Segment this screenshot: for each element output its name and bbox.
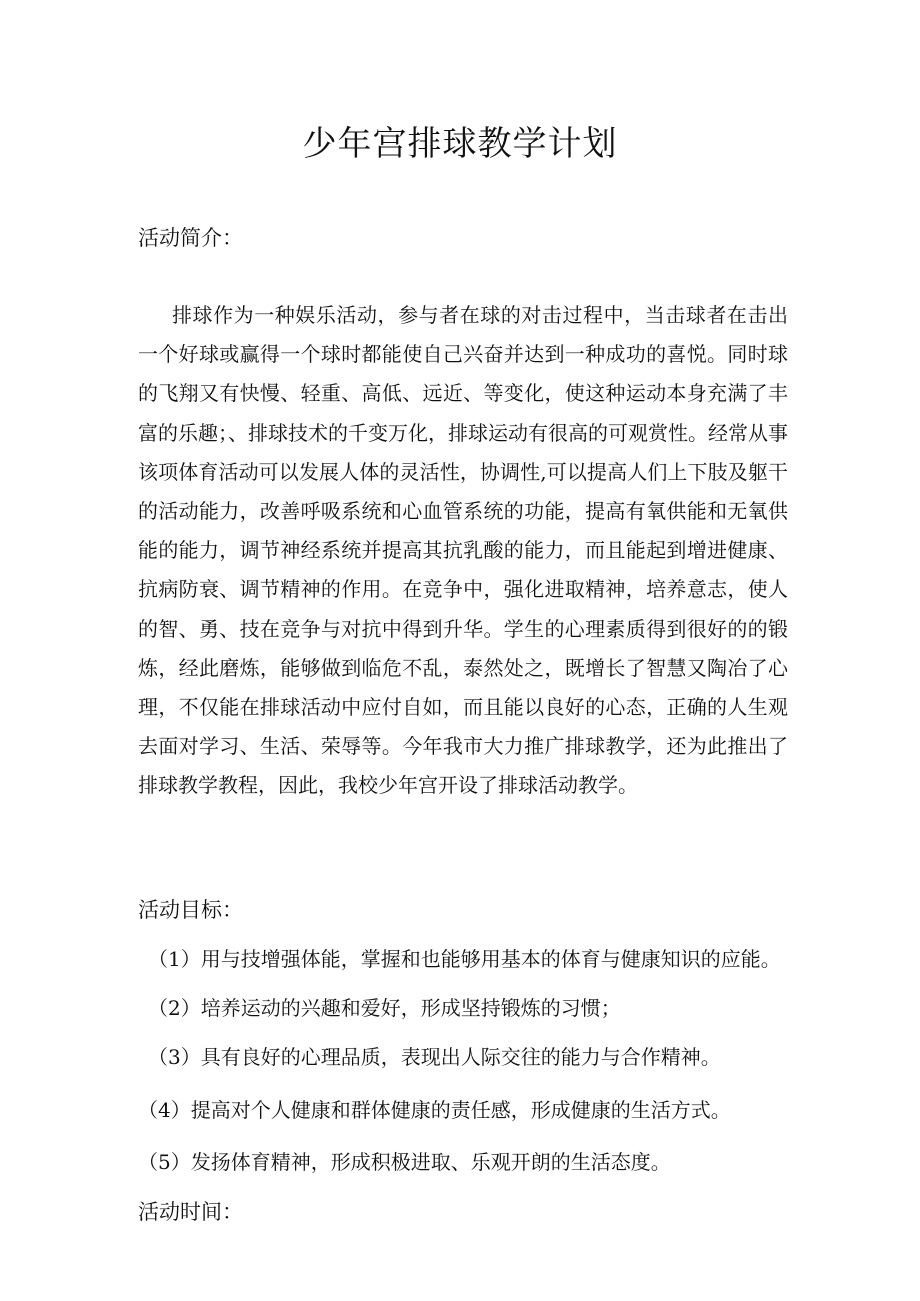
document-title: 少年宫排球教学计划 <box>302 124 618 164</box>
goals-heading: 活动目标： <box>138 898 243 922</box>
time-heading: 活动时间： <box>138 1200 243 1224</box>
goal-item-2: （2）培养运动的兴趣和爱好，形成坚持锻炼的习惯； <box>148 996 621 1020</box>
goal-item-4: （4）提高对个人健康和群体健康的责任感，形成健康的生活方式。 <box>138 1098 731 1122</box>
intro-paragraph: 排球作为一种娱乐活动，参与者在球的对击过程中，当击球者在击出一个好球或赢得一个球时都能使自己兴奋并达到一种成功的喜悦。同时球的飞翔又有快慢、轻重、高低、远近、等变化，使这种运动本身充满了丰富的乐趣；、排球技术的千变万化，排球运动有很高的可观赏性。经常从事该项体育活动可以发展人体的灵活性，协调性,可以提高人们上下肢及躯干的活动能力，改善呼吸系统和心血管系统的功能，提高有氧供能和无氧供能的能力，调节神经系统并提高其抗乳酸的能力，而且能起到增进健康、抗病防衰、调节精神的作用。在竞争中，强化进取精神，培养意志，使人的智、勇、技在竞争与对抗中得到升华。学生的心理素质得到很好的的锻炼，经此磨炼，能够做到临危不乱，泰然处之，既增长了智慧又陶冶了心理，不仅能在排球活动中应付自如，而且能以良好的心态，正确的人生观去面对学习、生活、荣辱等。今年我市大力推广排球教学，还为此推出了排球教学教程，因此，我校少年宫开设了排球活动教学。 <box>138 303 788 798</box>
goal-item-5: （5）发扬体育精神，形成积极进取、乐观开朗的生活态度。 <box>138 1150 671 1174</box>
intro-heading: 活动简介： <box>138 226 243 250</box>
goal-item-1: （1）用与技增强体能，掌握和也能够用基本的体育与健康知识的应能。 <box>148 947 781 971</box>
goal-item-3: （3）具有良好的心理品质，表现出人际交往的能力与合作精神。 <box>148 1045 721 1069</box>
